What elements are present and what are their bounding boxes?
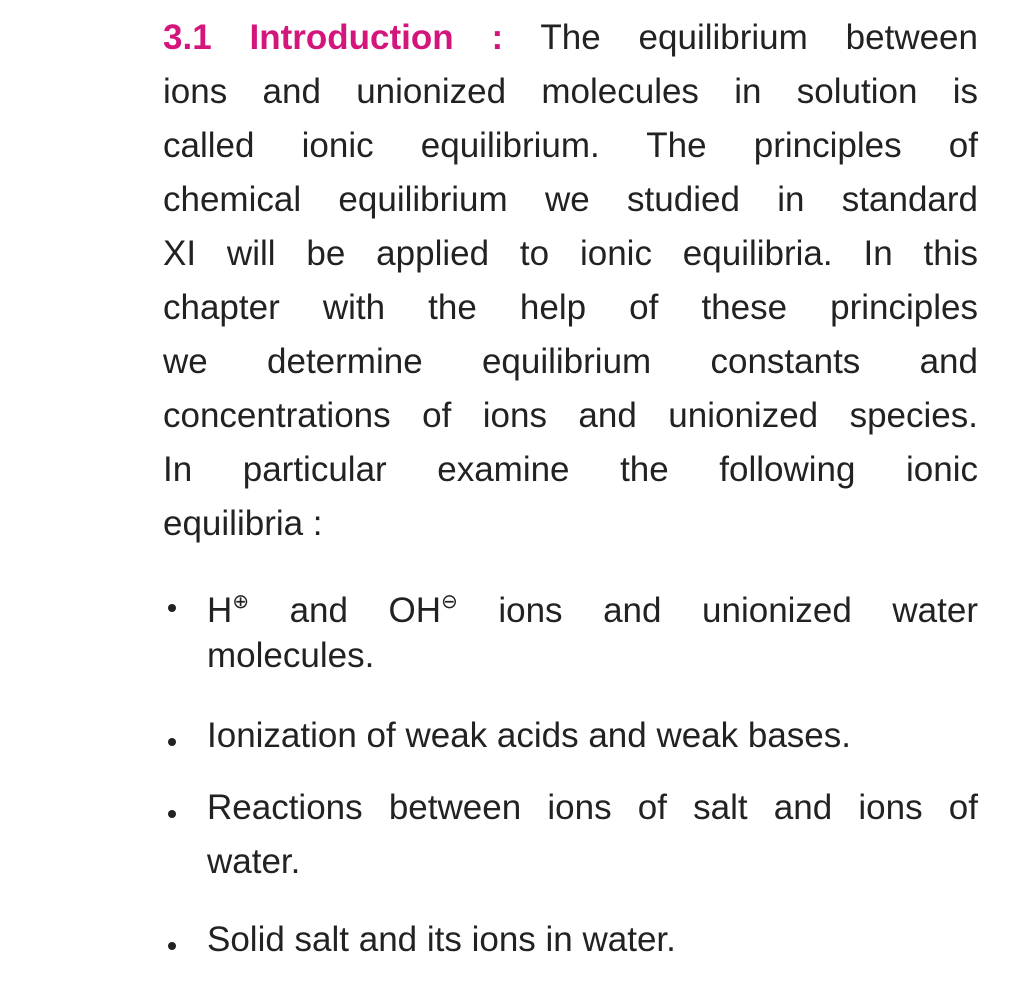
paragraph-line: called ionic equilibrium. The principles of: [163, 126, 978, 165]
bullet-dot: [168, 942, 176, 950]
paragraph-line: ions and unionized molecules in solution is: [163, 72, 978, 111]
bullet-dot: [168, 604, 176, 612]
plus-charge-symbol: ⊕: [232, 591, 250, 613]
text: and OH: [249, 591, 442, 630]
paragraph-line: In particular examine the following ionic: [163, 450, 978, 489]
paragraph-line: chemical equilibrium we studied in standard: [163, 180, 978, 219]
paragraph-line: chapter with the help of these principles: [163, 288, 978, 327]
bullet-item-2: Ionization of weak acids and weak bases.: [207, 716, 851, 755]
bullet-item-3: Reactions between ions of salt and ions of: [207, 788, 978, 827]
bullet-dot: [168, 810, 176, 818]
paragraph-text: The equilibrium between: [503, 18, 978, 57]
bullet-item-4: Solid salt and its ions in water.: [207, 920, 676, 959]
paragraph-line: [163, 11, 978, 65]
paragraph-line: concentrations of ions and unionized species.: [163, 396, 978, 435]
text: ions and unionized water: [457, 591, 978, 630]
text: H: [207, 591, 233, 630]
bullet-dot: [168, 738, 176, 746]
bullet-item-3-cont: water.: [207, 842, 301, 881]
section-heading: 3.1 Introduction :: [163, 18, 504, 57]
paragraph-line: XI will be applied to ionic equilibria. In this: [163, 234, 978, 273]
paragraph-line: we determine equilibrium constants and: [163, 342, 978, 381]
minus-charge-symbol: ⊖: [441, 591, 458, 613]
bullet-item-1-cont: molecules.: [207, 636, 375, 675]
paragraph-line: equilibria :: [163, 504, 323, 543]
bullet-item-1: [207, 575, 978, 629]
